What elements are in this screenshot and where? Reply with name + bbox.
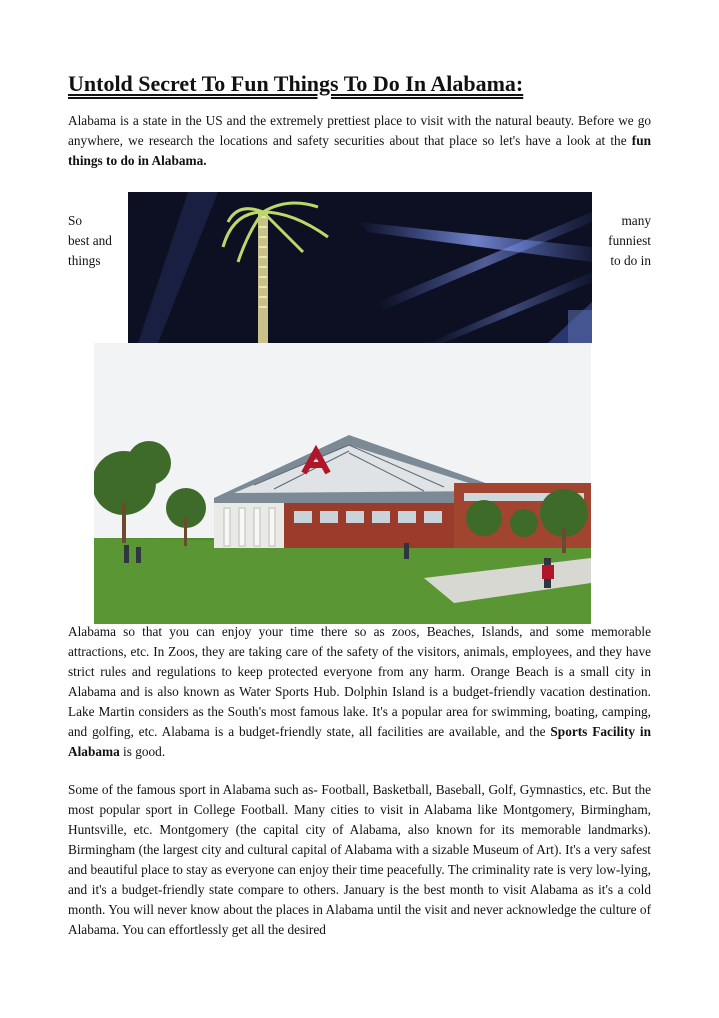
body-paragraph-1	[68, 622, 651, 762]
side-right-line: funniest	[608, 233, 651, 248]
intro-paragraph	[68, 111, 651, 171]
side-text-left	[68, 211, 112, 271]
body-1-tail: is good.	[119, 744, 166, 759]
page-title-text: Untold Secret To Fun Things To Do In Alabama:	[68, 71, 524, 96]
sports-facility-building-icon	[94, 343, 591, 624]
intro-bold-phrase: fun things to do in Alabama.	[68, 133, 651, 168]
body-paragraph-2: Some of the famous sport in Alabama such as- Football, Basketball, Baseball, Golf, Gymnastics, etc. But the most popular sport in College Football. Many cities to visit in Alabama like Montgomery, Birmingham, Huntsville, etc. Montgomery (the capital city of Alabama, also known for its memorable landmarks). Birmingham (the largest city and cultural capital of Alabama with a sizable Museum of Art). It's a very safest and beautiful place to stay as everyone can enjoy their time peacefully. The criminality rate is very low-lying, and it's a budget-friendly state compare to others. January is the best month to visit Alabama as it's a cold month. You will never know about the places in Alabama until the visit and never acknowledge the culture of Alabama. You can effortlessly get all the desired	[68, 782, 651, 937]
side-left-line: best and	[68, 233, 112, 248]
side-right-line: to do in	[610, 253, 651, 268]
night-palm-tree-lights-icon	[128, 192, 592, 343]
side-left-line: things	[68, 253, 101, 268]
body-1-text: Alabama so that you can enjoy your time there so as zoos, Beaches, Islands, and some memorable attractions, etc. In Zoos, they are taking care of the safety of the visitors, animals, employees, and they have strict rules and regulations to keep protected everyone from any harm. Orange Beach is a small city in Alabama and is also known as Water Sports Hub. Dolphin Island is a budget-friendly vacation destination. Lake Martin considers as the South's most famous lake. It's a popular area for swimming, boating, camping, and golfing, etc. Alabama is a budget-friendly state, all facilities are available, and the	[68, 624, 651, 739]
intro-text: Alabama is a state in the US and the extremely prettiest place to visit with the natural beauty. Before we go anywhere, we research the locations and safety securities about that place so let's have a look at the	[68, 113, 651, 148]
night-palm-tree-lights-image	[128, 192, 592, 343]
side-left-line: So	[68, 213, 83, 228]
side-text-right	[608, 211, 651, 271]
side-right-line: many	[621, 213, 651, 228]
page-title	[68, 70, 598, 98]
sports-facility-image	[94, 343, 591, 624]
body-1-bold-phrase: Sports Facility in Alabama	[68, 724, 652, 759]
